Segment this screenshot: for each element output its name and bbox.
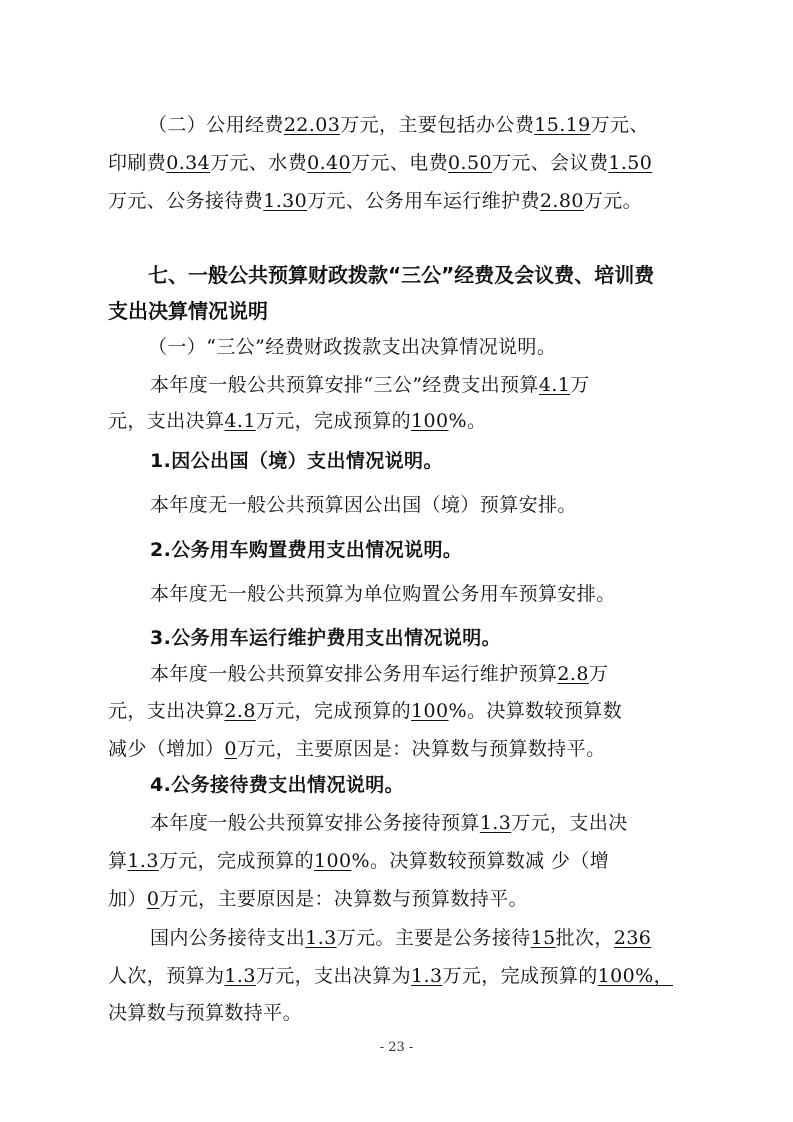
item-title: 1.因公出国（境）支出情况说明。 (150, 450, 443, 472)
amount: 100 (314, 850, 352, 872)
section-heading: 七、一般公共预算财政拨款“三公”经费及会议费、培训费 (148, 263, 655, 287)
body-line: 算1.3万元，完成预算的100%。决算数较预算数减 少（增 (108, 850, 610, 872)
amount: 4.1 (538, 374, 571, 396)
body-line: 万元、公务接待费1.30万元、公务用车运行维护费2.80万元。 (108, 190, 643, 212)
body-line: 本年度一般公共预算安排“三公”经费支出预算4.1万 (150, 374, 590, 396)
subsection-title: （一）“三公”经费财政拨款支出决算情况说明。 (148, 336, 557, 358)
body-line: 本年度无一般公共预算为单位购置公务用车预算安排。 (150, 583, 616, 605)
amount: 1.50 (608, 152, 653, 174)
count: 236 (613, 927, 652, 949)
amount: 1.3 (127, 850, 159, 872)
amount: 1.3 (411, 965, 443, 987)
amount: 0.34 (166, 152, 211, 174)
amount: 1.30 (263, 190, 308, 212)
percent: 100%， (597, 965, 673, 987)
amount: 1.3 (224, 965, 256, 987)
body-line: 本年度一般公共预算安排公务接待预算1.3万元，支出决 (150, 812, 628, 834)
item-title: 2.公务用车购置费用支出情况说明。 (150, 539, 463, 561)
section-heading-cont: 支出决算情况说明 (108, 299, 268, 323)
body-line: 加）0万元，主要原因是：决算数与预算数持平。 (108, 888, 528, 910)
amount: 4.1 (224, 410, 256, 432)
amount: 15.19 (534, 114, 591, 136)
amount: 100 (411, 700, 449, 722)
body-line: 人次，预算为1.3万元，支出决算为1.3万元，完成预算的100%， (108, 965, 673, 987)
amount: 22.03 (283, 114, 341, 136)
amount: 1.3 (479, 812, 512, 834)
body-line: 减少（增加）0万元，主要原因是：决算数与预算数持平。 (108, 738, 606, 760)
amount: 2.8 (224, 700, 256, 722)
body-line: 国内公务接待支出1.3万元。主要是公务接待15批次，236 (150, 927, 652, 949)
amount: 0 (146, 888, 160, 910)
body-line: 决算数与预算数持平。 (108, 1002, 303, 1024)
body-line: 元，支出决算4.1万元，完成预算的100%。 (108, 410, 487, 432)
amount: 0.50 (448, 152, 492, 174)
item-title: 3.公务用车运行维护费用支出情况说明。 (150, 627, 502, 649)
amount: 2.8 (557, 663, 589, 685)
body-line: 元，支出决算2.8万元，完成预算的100%。决算数较预算数 (108, 700, 623, 722)
amount: 100 (411, 410, 449, 432)
body-line: 本年度一般公共预算安排公务用车运行维护预算2.8万 (150, 663, 609, 685)
amount: 2.80 (539, 190, 584, 212)
count: 15 (530, 927, 556, 949)
page-number: - 23 - (379, 1040, 414, 1055)
amount: 0 (224, 738, 237, 760)
item-title: 4.公务接待费支出情况说明。 (150, 774, 405, 796)
amount: 0.40 (307, 152, 352, 174)
amount: 1.3 (305, 927, 337, 949)
body-line: 印刷费0.34万元、水费0.40万元、电费0.50万元、会议费1.50 (108, 152, 653, 174)
body-line: （二）公用经费22.03万元，主要包括办公费15.19万元、 (148, 114, 649, 136)
body-line: 本年度无一般公共预算因公出国（境）预算安排。 (150, 494, 577, 516)
